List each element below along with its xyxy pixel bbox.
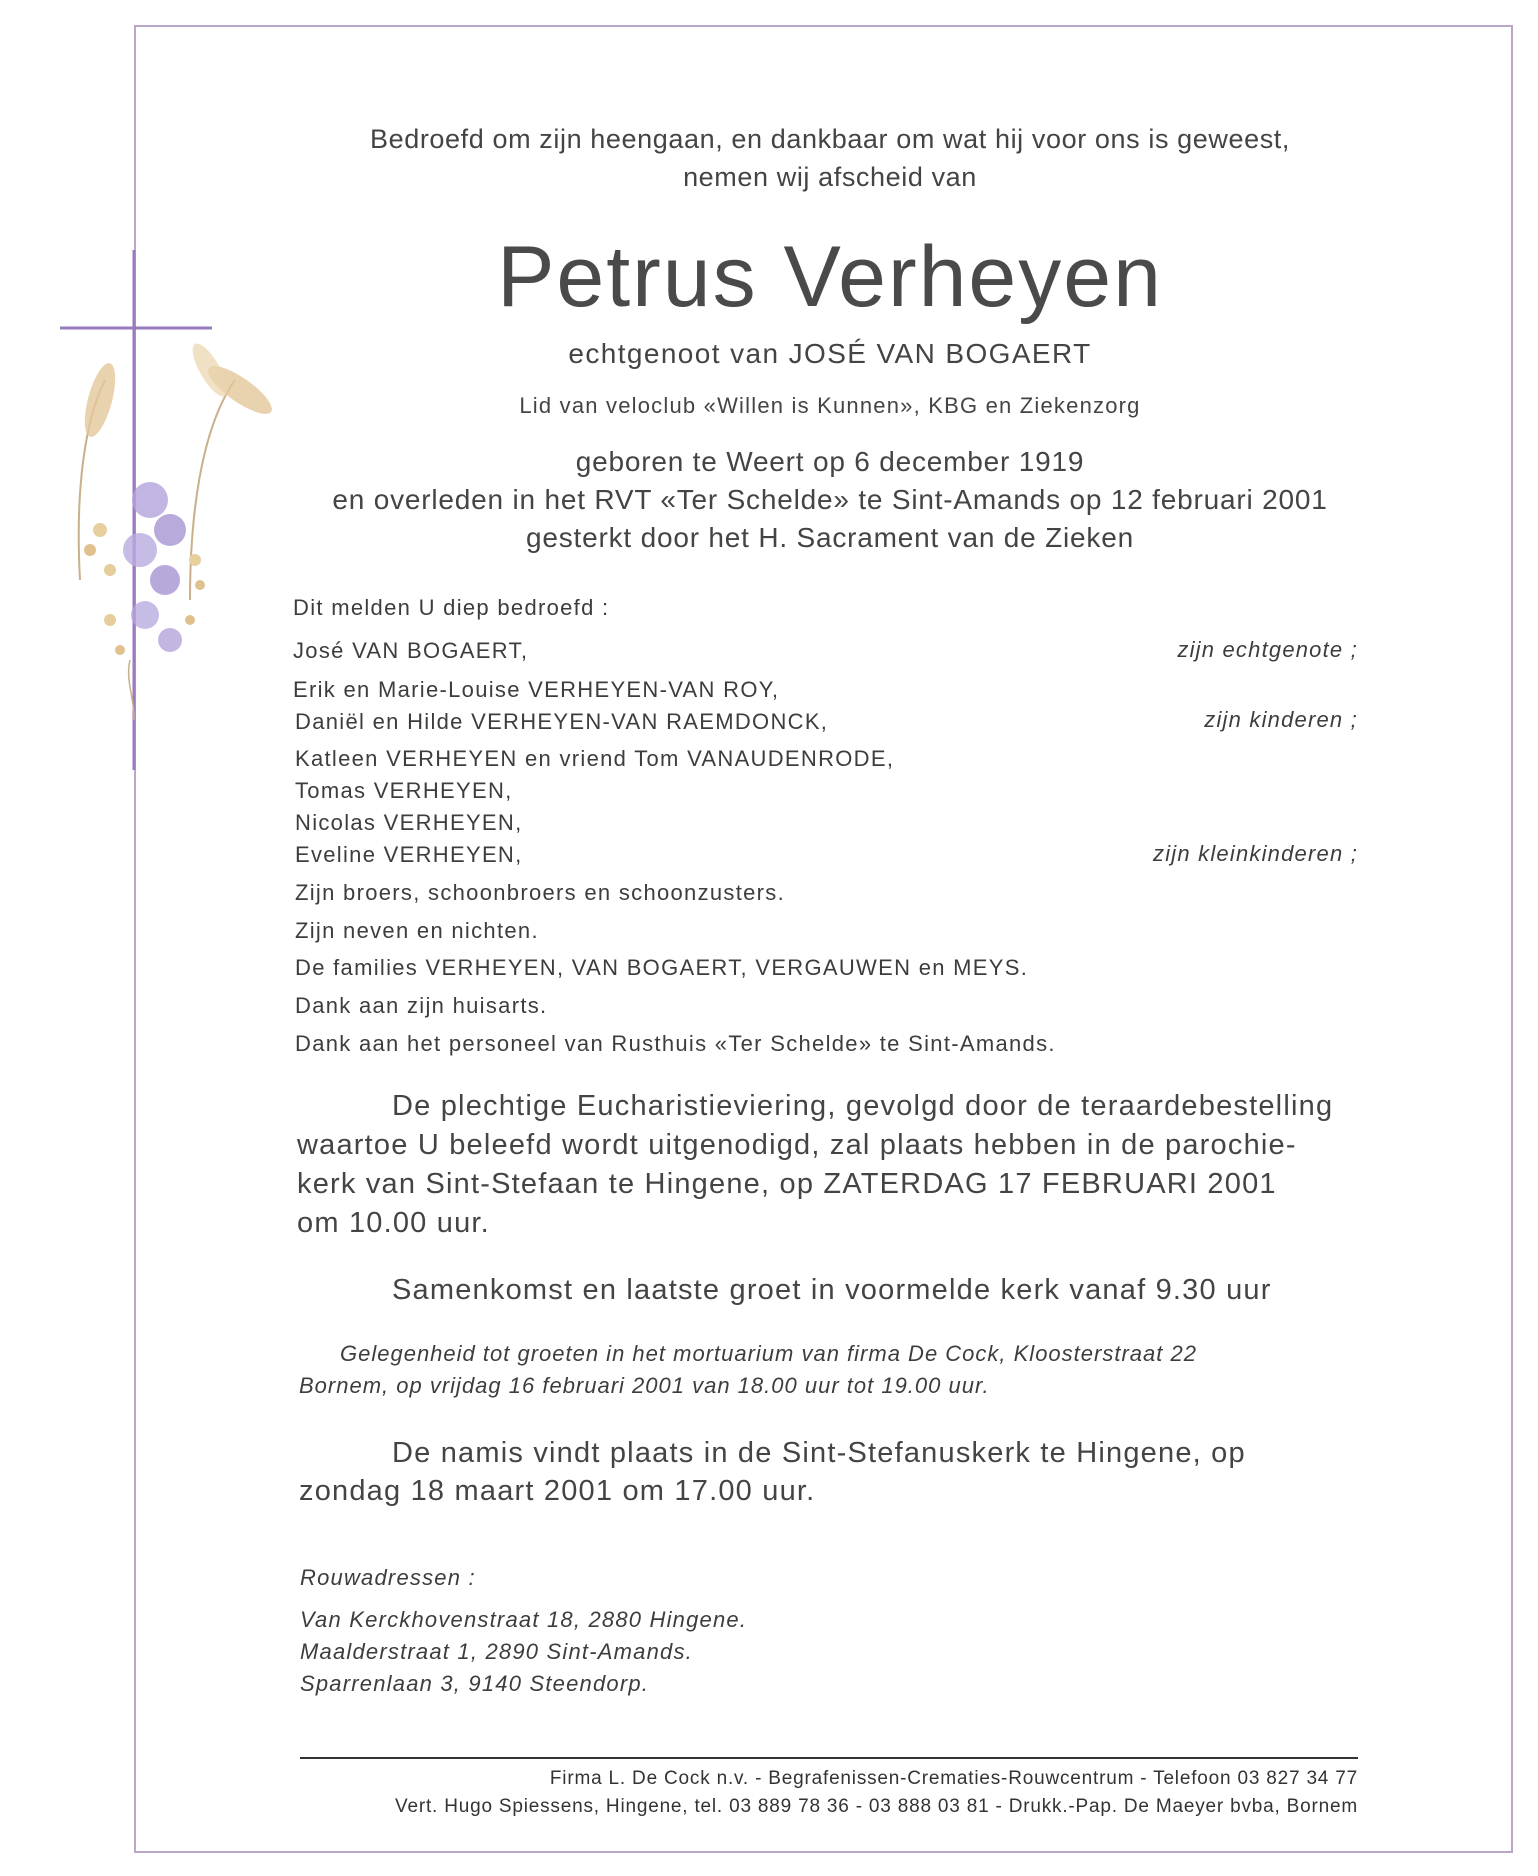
announcement-heading: Dit melden U diep bedroefd : <box>293 595 610 620</box>
footer-line-1: Firma L. De Cock n.v. - Begrafenissen-Crematies-Rouwcentrum - Telefoon 03 827 34 77 <box>549 1768 1358 1789</box>
family-line: Daniël en Hilde VERHEYEN-VAN RAEMDONCK, <box>295 709 829 734</box>
ceremony-line: waartoe U beleefd wordt uitgenodigd, zal plaats hebben in de parochie- <box>297 1129 1297 1161</box>
membership-line: Lid van veloclub «Willen is Kunnen», KBG en Ziekenzorg <box>519 393 1141 418</box>
memorial-line: De namis vindt plaats in de Sint-Stefanuskerk te Hingene, op <box>392 1437 1246 1469</box>
cross-flower-decoration <box>40 240 300 780</box>
birth-line: geboren te Weert op 6 december 1919 <box>575 446 1085 477</box>
relation-grandchildren: zijn kleinkinderen ; <box>1153 841 1358 866</box>
footer-divider <box>300 1757 1358 1759</box>
ceremony-line: om 10.00 uur. <box>297 1207 490 1239</box>
spouse-line: echtgenoot van JOSÉ VAN BOGAERT <box>568 338 1092 369</box>
family-line: José VAN BOGAERT, <box>293 638 529 663</box>
ceremony-line: De plechtige Eucharistieviering, gevolgd door de teraardebestelling <box>392 1090 1334 1122</box>
address-line: Van Kerckhovenstraat 18, 2880 Hingene. <box>300 1607 748 1632</box>
family-line: Dank aan zijn huisarts. <box>295 993 548 1018</box>
death-line: en overleden in het RVT «Ter Schelde» te Sint-Amands op 12 februari 2001 <box>332 484 1328 515</box>
gathering-line: Samenkomst en laatste groet in voormelde kerk vanaf 9.30 uur <box>392 1274 1272 1306</box>
sacrament-line: gesterkt door het H. Sacrament van de Zieken <box>526 522 1134 553</box>
address-line: Maalderstraat 1, 2890 Sint-Amands. <box>300 1639 693 1664</box>
family-line: De families VERHEYEN, VAN BOGAERT, VERGAUWEN en MEYS. <box>295 955 1029 980</box>
relation-children: zijn kinderen ; <box>1204 707 1358 732</box>
family-line: Katleen VERHEYEN en vriend Tom VANAUDENRODE, <box>295 746 895 771</box>
family-line: Nicolas VERHEYEN, <box>295 810 523 835</box>
family-line: Zijn neven en nichten. <box>295 918 539 943</box>
intro-line-1: Bedroefd om zijn heengaan, en dankbaar om wat hij voor ons is geweest, <box>369 124 1291 154</box>
family-line: Tomas VERHEYEN, <box>295 778 513 803</box>
address-line: Sparrenlaan 3, 9140 Steendorp. <box>300 1671 650 1696</box>
viewing-line: Gelegenheid tot groeten in het mortuarium van firma De Cock, Kloosterstraat 22 <box>340 1341 1197 1366</box>
memorial-line: zondag 18 maart 2001 om 17.00 uur. <box>299 1475 816 1507</box>
family-line: Erik en Marie-Louise VERHEYEN-VAN ROY, <box>293 677 780 702</box>
family-line: Dank aan het personeel van Rusthuis «Ter Schelde» te Sint-Amands. <box>295 1031 1056 1056</box>
ceremony-line: kerk van Sint-Stefaan te Hingene, op ZATERDAG 17 FEBRUARI 2001 <box>297 1168 1277 1200</box>
addresses-heading: Rouwadressen : <box>300 1565 476 1590</box>
intro-line-2: nemen wij afscheid van <box>683 162 977 192</box>
family-line: Zijn broers, schoonbroers en schoonzusters. <box>295 880 786 905</box>
family-line: Eveline VERHEYEN, <box>295 842 523 867</box>
relation-spouse: zijn echtgenote ; <box>1177 637 1358 662</box>
deceased-name: Petrus Verheyen <box>497 229 1163 325</box>
viewing-line: Bornem, op vrijdag 16 februari 2001 van 18.00 uur tot 19.00 uur. <box>299 1373 990 1398</box>
footer-line-2: Vert. Hugo Spiessens, Hingene, tel. 03 889 78 36 - 03 888 03 81 - Drukk.-Pap. De Maeyer bvba, Bornem <box>395 1796 1358 1817</box>
